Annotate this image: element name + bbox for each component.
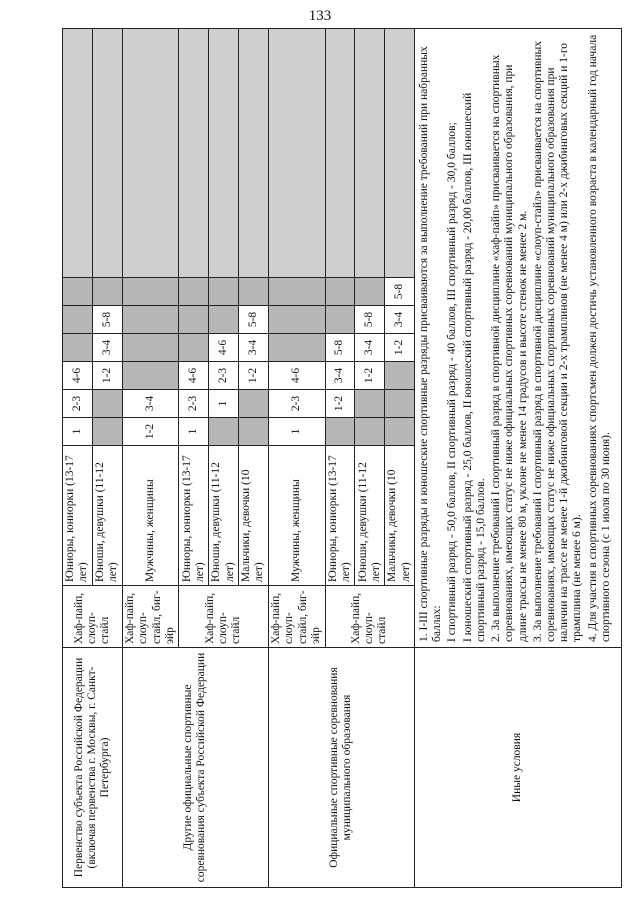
rank-cell: 1: [268, 418, 325, 446]
rank-cell: 5-8: [239, 306, 269, 334]
rank-cell: 5-8: [385, 278, 415, 306]
rank-cell: [268, 278, 325, 306]
rank-cell: 2-3: [268, 390, 325, 418]
rank-cell: [239, 418, 269, 446]
rank-cell: 2-3: [179, 390, 209, 418]
condition-paragraph: I спортивный разряд - 50,0 баллов, II спортивный разряд - 40 баллов, III спортивный разряд - 30,0 баллов;: [446, 122, 459, 642]
empty-cell: [385, 29, 415, 278]
rank-cell: 1: [63, 418, 93, 446]
rank-cell: 3-4: [239, 334, 269, 362]
rank-cell: 5-8: [92, 306, 122, 334]
rank-cell: 1-2: [385, 334, 415, 362]
rank-cell: 1: [209, 390, 239, 418]
other-conditions-label: Иные условия: [415, 648, 622, 888]
rank-requirements-table: [62, 28, 622, 888]
rank-cell: [385, 362, 415, 390]
rank-cell: [268, 306, 325, 334]
rank-cell: [325, 418, 355, 446]
age-group-cell: Юниоры, юниорки (13-17 лет): [179, 446, 209, 586]
rank-cell: 1-2: [122, 418, 179, 446]
condition-paragraph: 4. Для участия в спортивных соревнованиях спортсмен должен достичь установленного возраста в календарный год начала спортивного сезона (с 1 июля по 30 июня).: [586, 34, 612, 642]
event-name-cell: Другие официальные спортивные соревнования субъекта Российской Федерации: [122, 648, 268, 888]
rank-cell: 1-2: [325, 390, 355, 418]
rank-cell: [355, 418, 385, 446]
discipline-cell: Хаф-пайп, слоуп-стайл: [325, 586, 415, 648]
rank-cell: [355, 390, 385, 418]
age-group-cell: Юноши, девушки (11-12 лет): [209, 446, 239, 586]
rank-cell: 4-6: [179, 362, 209, 390]
rank-cell: 4-6: [63, 362, 93, 390]
discipline-cell: Хаф-пайп, слоуп-стайл, биг-эйр: [268, 586, 325, 648]
table-row: [63, 29, 93, 888]
rank-cell: 3-4: [325, 362, 355, 390]
rank-cell: [239, 390, 269, 418]
discipline-cell: Хаф-пайп, слоуп-стайл, биг-эйр: [122, 586, 179, 648]
age-group-cell: Мальчики, девочки (10 лет): [385, 446, 415, 586]
empty-cell: [268, 29, 325, 278]
rank-cell: [325, 278, 355, 306]
rank-cell: [268, 334, 325, 362]
rank-cell: [122, 306, 179, 334]
rank-cell: 1-2: [239, 362, 269, 390]
rank-cell: [92, 278, 122, 306]
rank-cell: [122, 362, 179, 390]
empty-cell: [239, 29, 269, 278]
age-group-cell: Юниоры, юниорки (13-17 лет): [63, 446, 93, 586]
empty-cell: [122, 29, 179, 278]
rank-cell: 4-6: [268, 362, 325, 390]
rank-cell: [209, 306, 239, 334]
empty-cell: [92, 29, 122, 278]
rank-cell: 4-6: [209, 334, 239, 362]
rank-cell: 2-3: [63, 390, 93, 418]
rank-cell: [239, 278, 269, 306]
rank-cell: [385, 390, 415, 418]
condition-paragraph: I юношеский спортивный разряд - 25,0 баллов, II юношеский спортивный разряд - 20,00 баллов, III юношеский спортивный разряд - 15,0 баллов.: [461, 92, 487, 642]
event-name-cell: Первенство субъекта Российской Федерации (включая первенства г. Москвы, г. Санкт-Петербурга): [63, 648, 123, 888]
age-group-cell: Юноши, девушки (11-12 лет): [355, 446, 385, 586]
rank-cell: [179, 306, 209, 334]
rank-cell: [63, 278, 93, 306]
rank-cell: 3-4: [355, 334, 385, 362]
empty-cell: [355, 29, 385, 278]
page-number: 133: [308, 8, 332, 24]
condition-paragraph: 3. За выполнение требований I спортивный разряд в спортивной дисциплине «слоуп-стайл» присваивается на спортивных соревнованиях, имеющих статус не ниже официальных спортивных соревнований муниципального образования при наличии на трассе не менее 1-й джибинговой секции и 2-х трамплинов (не менее 4 м) или 2-х джибинговых секций и 1-го трамплина (не менее 6 м).: [531, 41, 584, 642]
rank-cell: 3-4: [92, 334, 122, 362]
age-group-cell: Мужчины, женщины: [268, 446, 325, 586]
rank-cell: [355, 278, 385, 306]
age-group-cell: Мальчики, девочки (10 лет): [239, 446, 269, 586]
event-name-cell: Официальные спортивные соревнования муниципального образования: [268, 648, 414, 888]
condition-paragraph: 1. I-III спортивные разряды и юношеские спортивные разряды присваиваются за выполнение требований при набранных баллах:: [418, 46, 444, 642]
rank-cell: [92, 390, 122, 418]
other-conditions-text: [415, 29, 622, 648]
age-group-cell: Мужчины, женщины: [122, 446, 179, 586]
rank-cell: 1-2: [92, 362, 122, 390]
rank-cell: [385, 418, 415, 446]
rank-cell: [122, 278, 179, 306]
rank-cell: 1-2: [355, 362, 385, 390]
rank-cell: 5-8: [355, 306, 385, 334]
empty-cell: [179, 29, 209, 278]
rank-cell: 3-4: [385, 306, 415, 334]
table-row: [268, 29, 325, 888]
rank-cell: 1: [179, 418, 209, 446]
age-group-cell: Юниоры, юниорки (13-17 лет): [325, 446, 355, 586]
rank-cell: [209, 278, 239, 306]
rotated-page-area: [62, 28, 622, 888]
rank-cell: 2-3: [209, 362, 239, 390]
condition-paragraph: 2. За выполнение требований I спортивный разряд в спортивной дисциплине «хаф-пайп» присваивается на спортивных соревнованиях, имеющих статус не ниже официальных спортивных соревнований муниципального образования, при длине трассы не менее 80 м, уклоне не менее 14 градусов и высоте стенок не менее 2 м.: [490, 54, 529, 642]
rank-cell: [92, 418, 122, 446]
age-group-cell: Юноши, девушки (11-12 лет): [92, 446, 122, 586]
rank-cell: [63, 334, 93, 362]
rotated-table-container: [62, 28, 622, 888]
rank-cell: [325, 306, 355, 334]
empty-cell: [63, 29, 93, 278]
table-row-other-conditions: [415, 29, 622, 888]
rank-cell: [179, 334, 209, 362]
discipline-cell: Хаф-пайп, слоуп-стайл: [179, 586, 269, 648]
rank-cell: 3-4: [122, 390, 179, 418]
rank-cell: 5-8: [325, 334, 355, 362]
rank-cell: [179, 278, 209, 306]
empty-cell: [325, 29, 355, 278]
rank-cell: [122, 334, 179, 362]
table-row: [122, 29, 179, 888]
discipline-cell: Хаф-пайп, слоуп-стайл: [63, 586, 123, 648]
rank-cell: [63, 306, 93, 334]
empty-cell: [209, 29, 239, 278]
rank-cell: [209, 418, 239, 446]
